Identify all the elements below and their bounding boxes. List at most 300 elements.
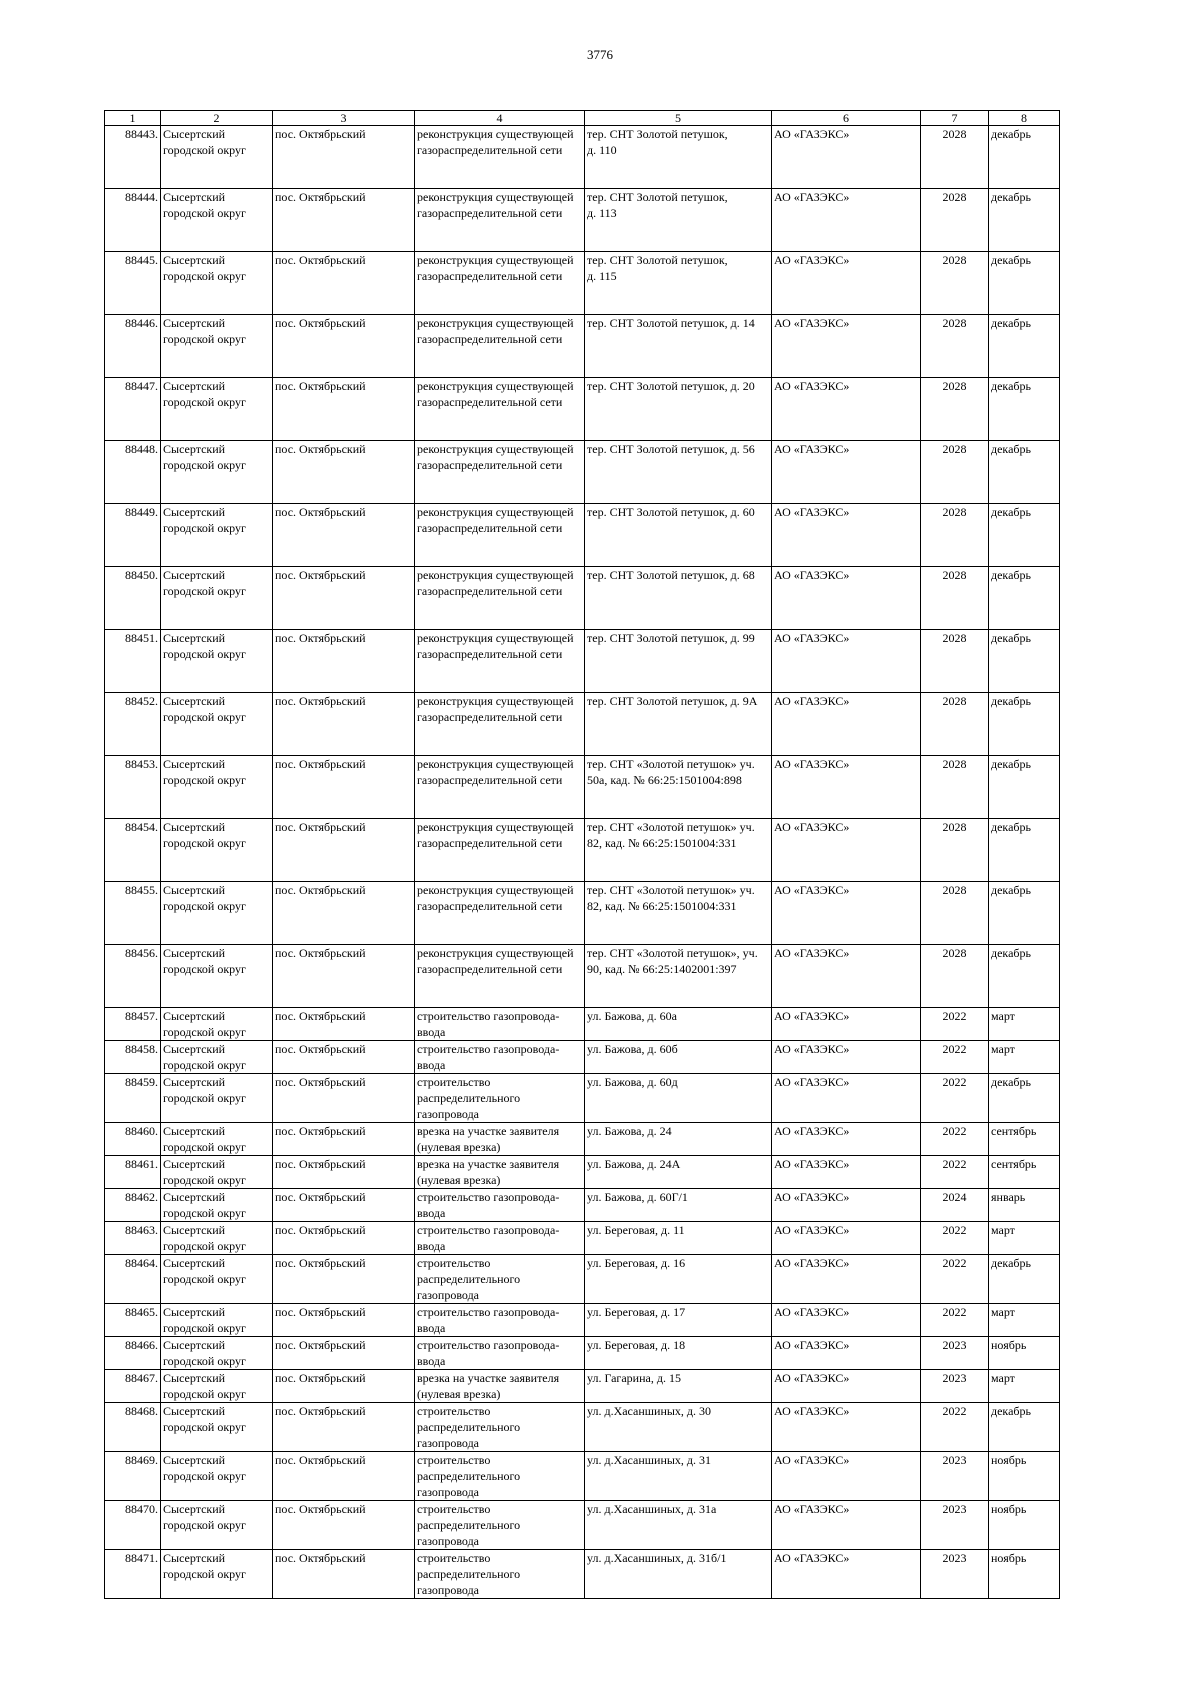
month-cell: декабрь: [989, 126, 1060, 189]
table-row: [105, 1452, 1060, 1501]
work-type-cell-line: распределительного: [417, 1469, 521, 1483]
address-cell: [585, 1156, 772, 1189]
work-type-cell: [415, 1156, 585, 1189]
address-cell-line: тер. СНТ Золотой петушок, д. 20: [587, 379, 755, 393]
settlement-cell: пос. Октябрьский: [273, 1041, 415, 1074]
row-number-cell: 88443.: [105, 126, 161, 189]
work-type-cell-line: реконструкция существующей: [417, 568, 574, 582]
district-cell-line: городской округ: [163, 1321, 246, 1335]
settlement-cell: пос. Октябрьский: [273, 1337, 415, 1370]
row-number-cell: 88451.: [105, 630, 161, 693]
organization-cell: АО «ГАЗЭКС»: [772, 1452, 921, 1501]
address-cell: [585, 819, 772, 882]
month-cell: ноябрь: [989, 1501, 1060, 1550]
month-cell: декабрь: [989, 504, 1060, 567]
address-cell: [585, 1222, 772, 1255]
month-cell: декабрь: [989, 189, 1060, 252]
organization-cell: АО «ГАЗЭКС»: [772, 1255, 921, 1304]
organization-cell: АО «ГАЗЭКС»: [772, 567, 921, 630]
address-cell: [585, 567, 772, 630]
organization-cell: АО «ГАЗЭКС»: [772, 630, 921, 693]
district-cell: [161, 1156, 273, 1189]
district-cell-line: городской округ: [163, 1058, 246, 1072]
settlement-cell: пос. Октябрьский: [273, 1255, 415, 1304]
organization-cell: АО «ГАЗЭКС»: [772, 1304, 921, 1337]
column-number-header-row: [105, 111, 1060, 126]
address-cell-line: ул. д.Хасаншиных, д. 31: [587, 1453, 712, 1467]
row-number-cell: 88444.: [105, 189, 161, 252]
district-cell-line: городской округ: [163, 773, 246, 787]
organization-cell: АО «ГАЗЭКС»: [772, 1156, 921, 1189]
work-type-cell: [415, 1074, 585, 1123]
district-cell-line: городской округ: [163, 899, 246, 913]
work-type-cell-line: газопровода: [417, 1107, 480, 1121]
row-number-cell: 88456.: [105, 945, 161, 1008]
work-type-cell: [415, 1123, 585, 1156]
district-cell: [161, 567, 273, 630]
district-cell: [161, 1255, 273, 1304]
row-number-cell: 88455.: [105, 882, 161, 945]
district-cell-line: городской округ: [163, 1206, 246, 1220]
column-header: 8: [989, 111, 1060, 126]
work-type-cell-line: строительство газопровода-: [417, 1009, 560, 1023]
work-type-cell-line: строительство: [417, 1404, 491, 1418]
settlement-cell: пос. Октябрьский: [273, 756, 415, 819]
district-cell-line: Сысертский: [163, 1124, 226, 1138]
district-cell-line: городской округ: [163, 1387, 246, 1401]
district-cell: [161, 1452, 273, 1501]
row-number-cell: 88462.: [105, 1189, 161, 1222]
work-type-cell-line: (нулевая врезка): [417, 1140, 501, 1154]
column-header: 1: [105, 111, 161, 126]
row-number-cell: 88466.: [105, 1337, 161, 1370]
row-number-cell: 88446.: [105, 315, 161, 378]
row-number-cell: 88450.: [105, 567, 161, 630]
month-cell: декабрь: [989, 756, 1060, 819]
address-cell-line: тер. СНТ «Золотой петушок» уч.: [587, 883, 755, 897]
district-cell: [161, 1041, 273, 1074]
work-type-cell-line: газораспределительной сети: [417, 710, 563, 724]
year-cell: 2028: [921, 315, 989, 378]
district-cell-line: Сысертский: [163, 505, 226, 519]
district-cell-line: городской округ: [163, 1354, 246, 1368]
organization-cell: АО «ГАЗЭКС»: [772, 1041, 921, 1074]
settlement-cell: пос. Октябрьский: [273, 567, 415, 630]
organization-cell: АО «ГАЗЭКС»: [772, 1189, 921, 1222]
work-type-cell-line: ввода: [417, 1321, 446, 1335]
district-cell: [161, 630, 273, 693]
district-cell: [161, 882, 273, 945]
settlement-cell: пос. Октябрьский: [273, 693, 415, 756]
work-type-cell-line: строительство газопровода-: [417, 1042, 560, 1056]
district-cell-line: городской округ: [163, 269, 246, 283]
district-cell: [161, 126, 273, 189]
work-type-cell-line: строительство: [417, 1502, 491, 1516]
table-row: [105, 1304, 1060, 1337]
address-cell: [585, 441, 772, 504]
work-type-cell: [415, 1403, 585, 1452]
work-type-cell-line: ввода: [417, 1239, 446, 1253]
organization-cell: АО «ГАЗЭКС»: [772, 315, 921, 378]
district-cell: [161, 693, 273, 756]
district-cell-line: Сысертский: [163, 1157, 226, 1171]
address-cell: [585, 693, 772, 756]
district-cell: [161, 1189, 273, 1222]
district-cell: [161, 378, 273, 441]
gas-works-table: [104, 110, 1060, 1599]
organization-cell: АО «ГАЗЭКС»: [772, 882, 921, 945]
work-type-cell-line: газораспределительной сети: [417, 836, 563, 850]
year-cell: 2028: [921, 693, 989, 756]
address-cell-line: д. 113: [587, 206, 617, 220]
work-type-cell: [415, 1222, 585, 1255]
district-cell-line: Сысертский: [163, 127, 226, 141]
work-type-cell-line: газораспределительной сети: [417, 395, 563, 409]
column-header: 3: [273, 111, 415, 126]
address-cell-line: д. 115: [587, 269, 617, 283]
district-cell: [161, 1074, 273, 1123]
address-cell-line: ул. Бажова, д. 60Г/1: [587, 1190, 688, 1204]
address-cell: [585, 1452, 772, 1501]
work-type-cell: [415, 1452, 585, 1501]
column-header: 6: [772, 111, 921, 126]
month-cell: декабрь: [989, 1255, 1060, 1304]
column-header: 5: [585, 111, 772, 126]
work-type-cell-line: врезка на участке заявителя: [417, 1157, 560, 1171]
table-row: [105, 1123, 1060, 1156]
work-type-cell: [415, 1550, 585, 1599]
month-cell: декабрь: [989, 1403, 1060, 1452]
row-number-cell: 88454.: [105, 819, 161, 882]
row-number-cell: 88459.: [105, 1074, 161, 1123]
work-type-cell: [415, 1337, 585, 1370]
organization-cell: АО «ГАЗЭКС»: [772, 756, 921, 819]
district-cell-line: Сысертский: [163, 1371, 226, 1385]
work-type-cell-line: газопровода: [417, 1485, 480, 1499]
settlement-cell: пос. Октябрьский: [273, 1501, 415, 1550]
address-cell-line: тер. СНТ «Золотой петушок» уч.: [587, 757, 755, 771]
district-cell: [161, 441, 273, 504]
year-cell: 2028: [921, 945, 989, 1008]
month-cell: март: [989, 1370, 1060, 1403]
work-type-cell: [415, 567, 585, 630]
settlement-cell: пос. Октябрьский: [273, 945, 415, 1008]
settlement-cell: пос. Октябрьский: [273, 819, 415, 882]
district-cell-line: Сысертский: [163, 1042, 226, 1056]
address-cell-line: ул. Гагарина, д. 15: [587, 1371, 681, 1385]
row-number-cell: 88448.: [105, 441, 161, 504]
work-type-cell-line: строительство газопровода-: [417, 1223, 560, 1237]
address-cell-line: 82, кад. № 66:25:1501004:331: [587, 899, 737, 913]
row-number-cell: 88461.: [105, 1156, 161, 1189]
settlement-cell: пос. Октябрьский: [273, 1452, 415, 1501]
work-type-cell-line: реконструкция существующей: [417, 883, 574, 897]
year-cell: 2028: [921, 756, 989, 819]
work-type-cell-line: (нулевая врезка): [417, 1173, 501, 1187]
address-cell: [585, 1403, 772, 1452]
table-row: [105, 819, 1060, 882]
page-number: 3776: [587, 47, 613, 62]
work-type-cell-line: врезка на участке заявителя: [417, 1124, 560, 1138]
work-type-cell: [415, 630, 585, 693]
district-cell-line: Сысертский: [163, 1305, 226, 1319]
address-cell: [585, 1123, 772, 1156]
work-type-cell: [415, 252, 585, 315]
table-row: [105, 693, 1060, 756]
work-type-cell-line: ввода: [417, 1354, 446, 1368]
row-number-cell: 88457.: [105, 1008, 161, 1041]
work-type-cell: [415, 315, 585, 378]
address-cell-line: тер. СНТ Золотой петушок,: [587, 253, 728, 267]
district-cell-line: городской округ: [163, 584, 246, 598]
address-cell: [585, 1370, 772, 1403]
settlement-cell: пос. Октябрьский: [273, 1074, 415, 1123]
district-cell-line: городской округ: [163, 1239, 246, 1253]
year-cell: 2028: [921, 819, 989, 882]
address-cell: [585, 189, 772, 252]
work-type-cell-line: строительство: [417, 1551, 491, 1565]
district-cell-line: городской округ: [163, 1567, 246, 1581]
work-type-cell-line: ввода: [417, 1025, 446, 1039]
year-cell: 2028: [921, 567, 989, 630]
work-type-cell: [415, 1008, 585, 1041]
work-type-cell-line: реконструкция существующей: [417, 694, 574, 708]
month-cell: декабрь: [989, 315, 1060, 378]
settlement-cell: пос. Октябрьский: [273, 1550, 415, 1599]
work-type-cell-line: ввода: [417, 1206, 446, 1220]
month-cell: декабрь: [989, 441, 1060, 504]
row-number-cell: 88465.: [105, 1304, 161, 1337]
work-type-cell-line: реконструкция существующей: [417, 946, 574, 960]
work-type-cell-line: реконструкция существующей: [417, 316, 574, 330]
organization-cell: АО «ГАЗЭКС»: [772, 126, 921, 189]
work-type-cell-line: реконструкция существующей: [417, 442, 574, 456]
district-cell-line: городской округ: [163, 962, 246, 976]
work-type-cell-line: (нулевая врезка): [417, 1387, 501, 1401]
address-cell: [585, 945, 772, 1008]
settlement-cell: пос. Октябрьский: [273, 378, 415, 441]
year-cell: 2022: [921, 1304, 989, 1337]
row-number-cell: 88463.: [105, 1222, 161, 1255]
district-cell: [161, 756, 273, 819]
organization-cell: АО «ГАЗЭКС»: [772, 1074, 921, 1123]
work-type-cell: [415, 1041, 585, 1074]
table-row: [105, 1156, 1060, 1189]
work-type-cell: [415, 1501, 585, 1550]
district-cell-line: городской округ: [163, 332, 246, 346]
address-cell-line: тер. СНТ Золотой петушок,: [587, 190, 728, 204]
settlement-cell: пос. Октябрьский: [273, 441, 415, 504]
district-cell-line: Сысертский: [163, 1453, 226, 1467]
month-cell: сентябрь: [989, 1123, 1060, 1156]
month-cell: март: [989, 1304, 1060, 1337]
work-type-cell-line: реконструкция существующей: [417, 631, 574, 645]
row-number-cell: 88471.: [105, 1550, 161, 1599]
address-cell: [585, 315, 772, 378]
district-cell-line: Сысертский: [163, 631, 226, 645]
address-cell: [585, 882, 772, 945]
table-row: [105, 1189, 1060, 1222]
settlement-cell: пос. Октябрьский: [273, 630, 415, 693]
address-cell-line: тер. СНТ Золотой петушок,: [587, 127, 728, 141]
address-cell: [585, 1304, 772, 1337]
organization-cell: АО «ГАЗЭКС»: [772, 504, 921, 567]
month-cell: декабрь: [989, 693, 1060, 756]
address-cell-line: ул. Бажова, д. 60д: [587, 1075, 678, 1089]
year-cell: 2028: [921, 378, 989, 441]
organization-cell: АО «ГАЗЭКС»: [772, 1008, 921, 1041]
month-cell: декабрь: [989, 252, 1060, 315]
district-cell-line: городской округ: [163, 710, 246, 724]
district-cell: [161, 1550, 273, 1599]
address-cell-line: тер. СНТ Золотой петушок, д. 9А: [587, 694, 758, 708]
organization-cell: АО «ГАЗЭКС»: [772, 252, 921, 315]
work-type-cell-line: строительство газопровода-: [417, 1338, 560, 1352]
address-cell-line: тер. СНТ Золотой петушок, д. 14: [587, 316, 755, 330]
row-number-cell: 88449.: [105, 504, 161, 567]
settlement-cell: пос. Октябрьский: [273, 1403, 415, 1452]
work-type-cell: [415, 693, 585, 756]
work-type-cell-line: строительство: [417, 1075, 491, 1089]
month-cell: сентябрь: [989, 1156, 1060, 1189]
year-cell: 2028: [921, 126, 989, 189]
address-cell: [585, 1501, 772, 1550]
row-number-cell: 88458.: [105, 1041, 161, 1074]
year-cell: 2022: [921, 1041, 989, 1074]
organization-cell: АО «ГАЗЭКС»: [772, 441, 921, 504]
district-cell-line: городской округ: [163, 647, 246, 661]
work-type-cell-line: газораспределительной сети: [417, 269, 563, 283]
year-cell: 2022: [921, 1222, 989, 1255]
column-header: 7: [921, 111, 989, 126]
work-type-cell-line: строительство: [417, 1256, 491, 1270]
work-type-cell-line: распределительного: [417, 1567, 521, 1581]
settlement-cell: пос. Октябрьский: [273, 252, 415, 315]
work-type-cell: [415, 819, 585, 882]
work-type-cell-line: газораспределительной сети: [417, 206, 563, 220]
district-cell: [161, 1370, 273, 1403]
work-type-cell-line: строительство: [417, 1453, 491, 1467]
work-type-cell: [415, 504, 585, 567]
organization-cell: АО «ГАЗЭКС»: [772, 1337, 921, 1370]
month-cell: март: [989, 1222, 1060, 1255]
table-row: [105, 1041, 1060, 1074]
address-cell-line: ул. Береговая, д. 18: [587, 1338, 686, 1352]
work-type-cell-line: ввода: [417, 1058, 446, 1072]
table-row: [105, 630, 1060, 693]
address-cell: [585, 1550, 772, 1599]
organization-cell: АО «ГАЗЭКС»: [772, 378, 921, 441]
organization-cell: АО «ГАЗЭКС»: [772, 189, 921, 252]
table-row: [105, 1008, 1060, 1041]
month-cell: март: [989, 1041, 1060, 1074]
district-cell-line: Сысертский: [163, 883, 226, 897]
table-row: [105, 315, 1060, 378]
district-cell-line: Сысертский: [163, 1404, 226, 1418]
work-type-cell-line: газопровода: [417, 1436, 480, 1450]
address-cell-line: 82, кад. № 66:25:1501004:331: [587, 836, 737, 850]
district-cell-line: Сысертский: [163, 442, 226, 456]
district-cell-line: Сысертский: [163, 1502, 226, 1516]
table-row: [105, 945, 1060, 1008]
address-cell: [585, 504, 772, 567]
district-cell-line: городской округ: [163, 1518, 246, 1532]
work-type-cell-line: реконструкция существующей: [417, 757, 574, 771]
work-type-cell-line: газораспределительной сети: [417, 521, 563, 535]
row-number-cell: 88469.: [105, 1452, 161, 1501]
work-type-cell: [415, 189, 585, 252]
address-cell-line: ул. Бажова, д. 24А: [587, 1157, 681, 1171]
year-cell: 2028: [921, 504, 989, 567]
district-cell-line: городской округ: [163, 1140, 246, 1154]
district-cell-line: Сысертский: [163, 1338, 226, 1352]
work-type-cell: [415, 1255, 585, 1304]
organization-cell: АО «ГАЗЭКС»: [772, 1222, 921, 1255]
work-type-cell-line: врезка на участке заявителя: [417, 1371, 560, 1385]
address-cell-line: ул. Береговая, д. 16: [587, 1256, 686, 1270]
address-cell: [585, 1189, 772, 1222]
year-cell: 2022: [921, 1074, 989, 1123]
district-cell: [161, 189, 273, 252]
table-row: [105, 504, 1060, 567]
address-cell: [585, 252, 772, 315]
year-cell: 2022: [921, 1008, 989, 1041]
address-cell-line: тер. СНТ Золотой петушок, д. 68: [587, 568, 755, 582]
district-cell-line: Сысертский: [163, 316, 226, 330]
address-cell-line: тер. СНТ Золотой петушок, д. 99: [587, 631, 755, 645]
address-cell-line: ул. д.Хасаншиных, д. 31а: [587, 1502, 717, 1516]
district-cell-line: городской округ: [163, 1173, 246, 1187]
settlement-cell: пос. Октябрьский: [273, 1304, 415, 1337]
year-cell: 2028: [921, 441, 989, 504]
table-row: [105, 1403, 1060, 1452]
settlement-cell: пос. Октябрьский: [273, 1008, 415, 1041]
work-type-cell-line: реконструкция существующей: [417, 253, 574, 267]
work-type-cell: [415, 945, 585, 1008]
address-cell: [585, 1337, 772, 1370]
organization-cell: АО «ГАЗЭКС»: [772, 945, 921, 1008]
address-cell-line: ул. Береговая, д. 11: [587, 1223, 685, 1237]
district-cell-line: городской округ: [163, 395, 246, 409]
month-cell: декабрь: [989, 378, 1060, 441]
district-cell: [161, 315, 273, 378]
district-cell: [161, 1222, 273, 1255]
row-number-cell: 88452.: [105, 693, 161, 756]
month-cell: ноябрь: [989, 1337, 1060, 1370]
work-type-cell-line: распределительного: [417, 1272, 521, 1286]
year-cell: 2028: [921, 189, 989, 252]
month-cell: декабрь: [989, 945, 1060, 1008]
column-header: 2: [161, 111, 273, 126]
row-number-cell: 88445.: [105, 252, 161, 315]
district-cell: [161, 1501, 273, 1550]
district-cell-line: городской округ: [163, 1420, 246, 1434]
work-type-cell-line: реконструкция существующей: [417, 379, 574, 393]
address-cell-line: 90, кад. № 66:25:1402001:397: [587, 962, 737, 976]
work-type-cell-line: строительство газопровода-: [417, 1190, 560, 1204]
organization-cell: АО «ГАЗЭКС»: [772, 1550, 921, 1599]
table-row: [105, 1255, 1060, 1304]
work-type-cell-line: распределительного: [417, 1420, 521, 1434]
district-cell-line: городской округ: [163, 1091, 246, 1105]
district-cell: [161, 1403, 273, 1452]
district-cell-line: городской округ: [163, 206, 246, 220]
district-cell-line: городской округ: [163, 521, 246, 535]
district-cell-line: городской округ: [163, 143, 246, 157]
month-cell: ноябрь: [989, 1550, 1060, 1599]
work-type-cell: [415, 1189, 585, 1222]
work-type-cell-line: газораспределительной сети: [417, 647, 563, 661]
